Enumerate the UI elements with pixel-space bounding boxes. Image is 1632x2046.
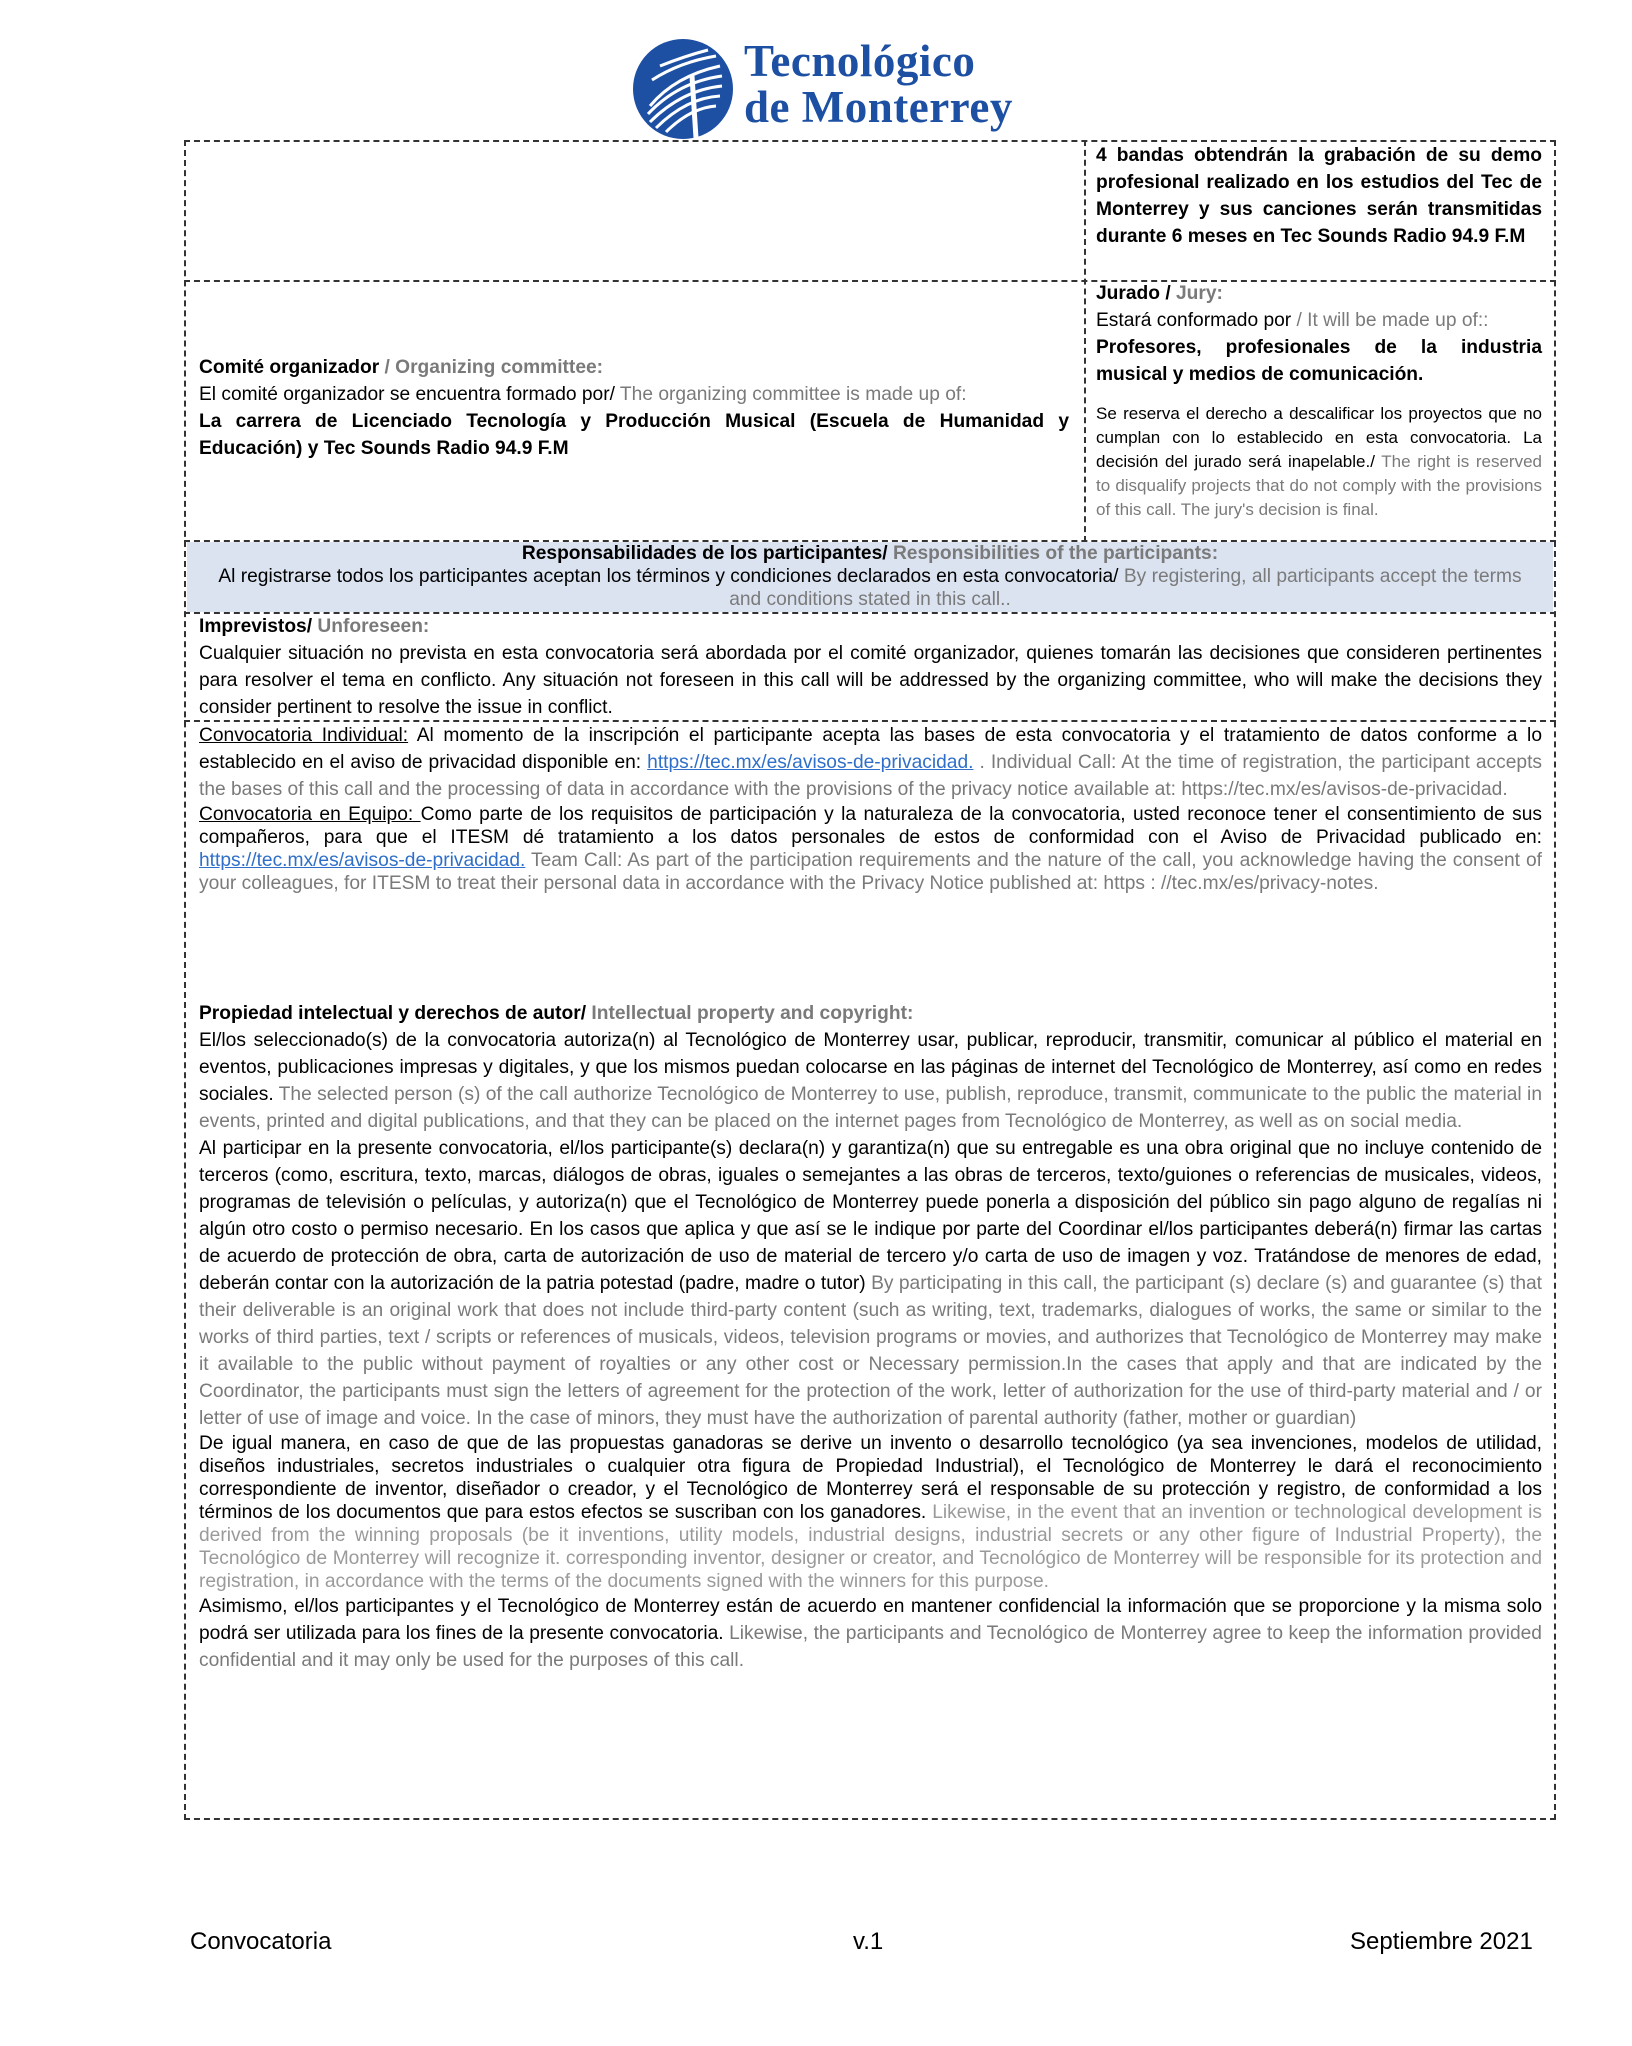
awards-text: 4 bandas obtendrán la grabación de su demo profesional realizado en los estudios del Tec de Monterrey y sus canciones serán transmitidas durante 6 meses en Tec Sounds Radio 94.9 F.M [1096,145,1542,247]
committee-intro: El comité organizador se encuentra formado por/ [199,384,615,405]
committee-cell [199,354,1069,462]
ip-title: Propiedad intelectual y derechos de autor/ [199,1003,587,1024]
unforeseen-title-line [199,613,1542,640]
responsibilities-band [187,542,1553,612]
ip-paragraph-2 [199,1135,1542,1432]
tec-monterrey-emblem-icon [630,36,736,142]
committee-intro-line [199,381,1069,408]
unforeseen-title-en: Unforeseen: [312,616,430,637]
jury-note-line [1096,402,1542,522]
jury-body: Profesores, profesionales de la industria musical y medios de comunicación. [1096,337,1542,385]
privacy-team [199,803,1542,895]
ip-paragraph-3 [199,1432,1542,1593]
responsibilities-title-en: Responsibilities of the participants: [887,543,1219,564]
individual-call-body: Al momento de la inscripción el participante acepta las bases de esta convocatoria y el tratamiento de datos conforme a lo establecido en el aviso de privacidad disponible en: [199,725,1542,773]
jury-intro-line [1096,307,1542,334]
team-call-body: Como parte de los requisitos de participación y la naturaleza de la convocatoria, usted reconoce tener el consentimiento de sus compañeros, para que el ITESM dé tratamiento a los datos personales de estos de conformidad con el Aviso de Privacidad publicado en: [199,804,1542,848]
team-call-en: Team Call: As part of the participation requirements and the nature of the call, you acknowledge having the consent of your colleagues, for ITESM to treat their personal data in accordance with the Privacy Notice published at: https : //tec.mx/es/privacy-notes. [199,850,1542,894]
ip-title-en: Intellectual property and copyright: [586,1003,914,1024]
unforeseen-title: Imprevistos/ [199,616,313,637]
committee-body: La carrera de Licenciado Tecnología y Producción Musical (Escuela de Humanidad y Educación) y Tec Sounds Radio 94.9 F.M [199,411,1069,459]
individual-call-en: . Individual Call: At the time of registration, the participant accepts the bases of this call and the processing of data in accordance with the provisions of the privacy notice available at: https://tec.mx/es/avisos-de-privacidad. [199,752,1543,800]
column-divider [1084,140,1086,542]
responsibilities-body-line [187,565,1553,611]
jury-note: Se reserva el derecho a descalificar los proyectos que no cumplan con lo establecido en esta convocatoria. La decisión del jurado será inapelable./ [1096,404,1542,471]
ip-p2: Al participar en la presente convocatoria, el/los participante(s) declara(n) y garantiza(n) que su entregable es una obra original que no incluye contenido de terceros (como, escritura, texto, marcas, diálogos de obras, iguales o semejantes a las obras de terceros, texto/guiones o referencias de musicales, videos, programas de televisión o películas, y autoriza(n) que el Tecnológico de Monterrey puede ponerla a disposición del público sin pago alguno de regalías ni algún otro costo o permiso necesario. En los casos que aplica y que así se le indique por parte del Coordinar el/los participantes deberá(n) firmar las cartas de acuerdo de protección de obra, carta de autorización de uso de material de tercero y/o carta de uso de imagen y voz. Tratándose de menores de edad, deberán contar con la autorización de la patria potestad (padre, madre o tutor) [199,1138,1542,1294]
jury-intro: Estará conformado por [1096,310,1292,331]
ip-section [199,1000,1542,1674]
ip-p3: De igual manera, en caso de que de las propuestas ganadoras se derive un invento o desarrollo tecnológico (ya sea invenciones, modelos de utilidad, diseños industriales, secretos industriales o cualquier otra figura de Propiedad Industrial), el Tecnológico de Monterrey le dará el reconocimiento correspondiente de inventor, diseñador o creador, y el Tecnológico de Monterrey será el responsable de su protección y registro, de conformidad a los términos de los documentos que para estos efectos se suscriban con los ganadores. [199,1433,1542,1523]
jury-cell [1096,280,1542,522]
privacy-notice-link[interactable]: https://tec.mx/es/avisos-de-privacidad. [647,752,974,773]
responsibilities-title: Responsabilidades de los participantes/ [521,543,888,564]
responsibilities-body-en: By registering, all participants accept the terms and conditions stated in this call.. [729,566,1522,610]
individual-call-label: Convocatoria Individual: [199,725,409,746]
ip-p4: Asimismo, el/los participantes y el Tecnológico de Monterrey están de acuerdo en mantener confidencial la información que se proporcione y la misma solo podrá ser utilizada para los fines de la presente convocatoria. [199,1596,1542,1644]
awards-cell [1096,142,1542,250]
logo-line-2: de Monterrey [744,82,1013,132]
jury-title-en: Jury: [1175,283,1223,304]
committee-title: Comité organizador [199,357,380,378]
unforeseen-body: Cualquier situación no prevista en esta convocatoria será abordada por el comité organizador, quienes tomarán las decisiones que consideren pertinentes para resolver el tema en conflicto. Any situación not foreseen in this call will be addressed by the organizing committee, who will make the decisions they consider pertinent to resolve the issue in conflict. [199,643,1542,718]
ip-title-line [199,1000,1542,1027]
ip-p4-en: Likewise, the participants and Tecnológico de Monterrey agree to keep the information provided confidential and it may only be used for the purposes of this call. [199,1623,1542,1671]
tec-logo [630,34,1050,144]
team-call-label: Convocatoria en Equipo: [199,804,421,825]
logo-wordmark [744,38,1013,130]
footer-date: Septiembre 2021 [1350,1928,1533,1955]
ip-paragraph-1 [199,1027,1542,1135]
unforeseen-section [199,613,1542,721]
footer-version: v.1 [853,1928,884,1955]
ip-p3-en: Likewise, in the event that an invention or technological development is derived from the winning proposals (be it inventions, utility models, industrial designs, industrial secrets or any other figure of Industrial Property), the Tecnológico de Monterrey will recognize it. corresponding inventor, designer or creator, and Tecnológico de Monterrey will be responsible for its protection and registration, in accordance with the terms of the documents signed with the winners for this purpose. [199,1502,1542,1592]
jury-intro-en: / It will be made up of:: [1291,310,1489,331]
jury-title-sep: / [1159,283,1176,304]
committee-title-line [199,354,1069,381]
ip-p1-en: The selected person (s) of the call authorize Tecnológico de Monterrey to use, publish, reproduce, transmit, communicate to the public the material in events, printed and digital publications, and that they can be placed on the internet pages from Tecnológico de Monterrey, as well as on social media. [199,1084,1542,1132]
committee-title-en: / Organizing committee: [379,357,604,378]
responsibilities-title-line [187,543,1553,565]
logo-line-1: Tecnológico [744,36,976,86]
jury-note-en: The right is reserved to disqualify projects that do not comply with the provisions of this call. The jury's decision is final. [1096,452,1542,519]
jury-title: Jurado [1096,283,1160,304]
responsibilities-body: Al registrarse todos los participantes aceptan los términos y condiciones declarados en esta convocatoria/ [218,566,1119,587]
ip-p2-en: By participating in this call, the participant (s) declare (s) and guarantee (s) that their deliverable is an original work that does not include third-party content (such as writing, text, trademarks, dialogues of works, the same or similar to the works of third parties, text / scripts or references of musicals, videos, television programs or movies, and authorizes that Tecnológico de Monterrey may make it available to the public without payment of royalties or any other cost or Necessary permission.In the cases that apply and that are indicated by the Coordinator, the participants must sign the letters of agreement for the protection of the work, letter of authorization for the use of third-party material and / or letter of use of image and voice. In the case of minors, they must have the authorization of parental authority (father, mother or guardian) [199,1273,1542,1429]
privacy-individual [199,722,1542,803]
ip-paragraph-4 [199,1593,1542,1674]
team-privacy-notice-link[interactable]: https://tec.mx/es/avisos-de-privacidad. [199,850,526,871]
jury-title-line [1096,280,1542,307]
privacy-section [199,722,1542,895]
footer-left: Convocatoria [190,1928,332,1955]
ip-p1: El/los seleccionado(s) de la convocatoria autoriza(n) al Tecnológico de Monterrey usar, publicar, reproducir, transmitir, comunicar al público el material en eventos, publicaciones impresas y digitales, y que los mismos puedan colocarse en las páginas de internet del Tecnológico de Monterrey, así como en redes sociales. [199,1030,1542,1105]
committee-intro-en: The organizing committee is made up of: [614,384,967,405]
